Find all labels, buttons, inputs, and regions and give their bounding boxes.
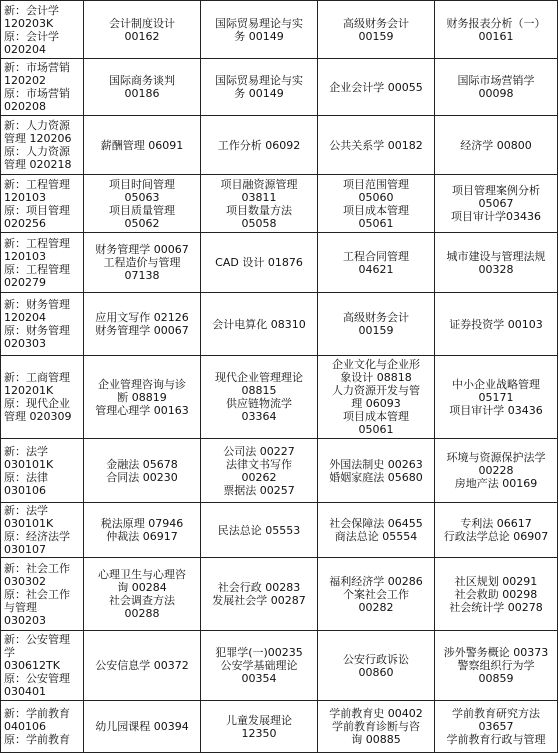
course-line: 学前教育研究方法 (452, 707, 540, 720)
course-line: 企业文化与企业形 (332, 358, 420, 371)
course-line: 05061 (358, 423, 394, 436)
major-line: 原：工程管理 (4, 262, 70, 276)
major-cell (1, 439, 84, 503)
course-cell (84, 439, 201, 503)
course-line: 财务管理学 00067 (95, 243, 189, 256)
course-line: 项目范围管理 (343, 177, 409, 191)
major-line: 120103 (4, 190, 46, 204)
course-cell (435, 558, 558, 631)
course-line: 儿童发展理论 (226, 713, 292, 727)
course-line: 发展社会学 00287 (212, 594, 306, 607)
course-line: 00328 (478, 262, 514, 276)
course-cell (318, 439, 435, 503)
major-line: 原：财务管理 (4, 324, 70, 337)
major-line: 新：会计学 (4, 3, 59, 17)
major-line: 新：工商管理 (4, 371, 70, 384)
course-line: 务 00149 (234, 29, 284, 43)
major-cell (1, 293, 84, 356)
course-line: 商法总论 05554 (334, 530, 418, 543)
course-line: 象设计 08818 (340, 371, 412, 384)
course-line: 行政法学总论 06907 (443, 530, 549, 543)
major-line: 040106 (4, 720, 46, 733)
course-line: 个案社会工作 (343, 587, 409, 601)
course-cell (318, 175, 435, 233)
major-line: 120203K (4, 16, 54, 30)
table-row (1, 116, 558, 175)
course-cell (318, 116, 435, 175)
course-line: 高级财务会计 (343, 311, 409, 324)
course-line: 环境与资源保护法学 (446, 451, 546, 464)
course-cell (435, 701, 558, 753)
course-line: 应用文写作 02126 (95, 311, 189, 324)
major-line: 020256 (4, 216, 46, 230)
course-line: 国际贸易理论与实 (215, 74, 303, 87)
course-cell (84, 293, 201, 356)
course-line: 00262 (241, 470, 277, 484)
course-line: 断 08819 (117, 390, 167, 404)
major-line: 新：社会工作 (4, 561, 70, 575)
course-line: 05067 (478, 197, 514, 210)
course-line: 03364 (241, 410, 277, 423)
course-line: 项目融资源管理 (220, 177, 298, 191)
major-line: 030101K (4, 457, 54, 471)
course-cell (435, 59, 558, 116)
course-cell (435, 116, 558, 175)
major-line: 030106 (4, 483, 46, 497)
table-row (1, 293, 558, 356)
course-line: 00354 (241, 672, 277, 685)
course-line: 房地产法 00169 (454, 477, 538, 490)
course-line: 心理卫生与心理咨 (98, 568, 186, 581)
major-line: 新：工程管理 (4, 177, 70, 191)
course-cell (84, 116, 201, 175)
course-cell (435, 439, 558, 503)
course-line: 务 00149 (234, 87, 284, 100)
course-line: 学前教育诊断与咨 (332, 720, 420, 733)
course-cell (201, 558, 318, 631)
course-line: 工程合同管理 (343, 249, 409, 263)
major-line: 030302 (4, 574, 46, 588)
major-cell (1, 701, 84, 753)
major-cell (1, 1, 84, 59)
course-cell (435, 293, 558, 356)
course-line: 专利法 06617 (460, 517, 532, 530)
major-line: 新：法学 (4, 504, 48, 517)
course-line: 经济学 00800 (460, 138, 532, 152)
major-line: 020208 (4, 100, 46, 113)
course-line: 中小企业战略管理 (452, 377, 540, 391)
course-line: 国际市场营销学 (457, 74, 535, 87)
course-cell (84, 356, 201, 439)
course-cell (318, 701, 435, 753)
major-line: 新：法学 (4, 444, 48, 458)
course-cell (435, 1, 558, 59)
course-line: 00860 (358, 665, 394, 679)
course-line: 00161 (478, 29, 514, 43)
course-cell (318, 356, 435, 439)
course-line: 财务报表分析（一） (446, 16, 546, 30)
course-line: 外国法制史 00263 (329, 457, 423, 471)
major-cell (1, 233, 84, 293)
table-row (1, 701, 558, 753)
course-line: 仲裁法 06917 (106, 530, 178, 543)
course-line: 薪酬管理 06091 (100, 138, 184, 152)
course-line: 05060 (358, 190, 394, 204)
course-line: 会计制度设计 (109, 16, 175, 30)
course-line: 00288 (124, 607, 160, 620)
major-line: 新：学前教育 (4, 707, 70, 720)
major-line: 管理 020309 (4, 410, 72, 423)
major-line: 管理 020218 (4, 158, 72, 171)
course-line: 人力资源开发与管 (332, 384, 420, 397)
course-cell (201, 293, 318, 356)
major-line: 030612TK (4, 659, 60, 672)
course-cell (318, 503, 435, 558)
course-cell (84, 1, 201, 59)
course-line: 03657 (478, 720, 514, 733)
course-cell (201, 59, 318, 116)
course-cell (84, 233, 201, 293)
major-line: 原：现代企业 (4, 397, 70, 410)
course-cell (201, 701, 318, 753)
course-cell (201, 116, 318, 175)
major-line: 原：公安管理 (4, 672, 70, 685)
major-line: 新：财务管理 (4, 298, 70, 311)
major-line: 030203 (4, 613, 46, 627)
course-line: 合同法 00230 (106, 470, 178, 484)
course-line: 询 00885 (351, 733, 401, 746)
course-line: 05061 (358, 216, 394, 230)
course-line: 票据法 00257 (223, 483, 295, 497)
course-line: 00098 (478, 87, 514, 100)
table-row (1, 233, 558, 293)
course-line: 03811 (241, 190, 277, 204)
major-line: 020303 (4, 337, 46, 350)
course-line: 现代企业管理理论 (215, 371, 303, 384)
major-cell (1, 116, 84, 175)
course-line: 财务管理学 00067 (95, 324, 189, 337)
course-cell (201, 175, 318, 233)
course-line: 婚姻家庭法 05680 (329, 470, 423, 484)
major-line: 原：法律 (4, 470, 48, 484)
course-line: CAD 设计 01876 (215, 256, 303, 269)
table-row (1, 59, 558, 116)
course-cell (84, 558, 201, 631)
course-line: 证券投资学 00103 (449, 317, 543, 331)
course-cell (435, 233, 558, 293)
major-line: 与管理 (4, 600, 37, 614)
major-line: 原：会计学 (4, 29, 59, 43)
course-line: 项目成本管理 (343, 410, 409, 423)
table-row (1, 558, 558, 631)
course-line: 社会救助 00298 (454, 587, 538, 601)
course-line: 公安信息学 00372 (95, 659, 189, 672)
course-line: 项目时间管理 (109, 177, 175, 191)
course-line: 犯罪学(一)00235 (215, 646, 303, 659)
course-line: 会计电算化 08310 (212, 317, 306, 331)
course-cell (84, 59, 201, 116)
course-cell (201, 631, 318, 701)
course-line: 法律文书写作 (226, 457, 292, 471)
course-line: 项目数量方法 (226, 203, 292, 217)
course-cell (318, 1, 435, 59)
major-cell (1, 503, 84, 558)
course-cell (84, 503, 201, 558)
major-line: 020204 (4, 42, 46, 56)
major-line: 030101K (4, 517, 54, 530)
course-line: 00159 (358, 324, 394, 337)
major-cell (1, 356, 84, 439)
course-line: 12350 (241, 726, 277, 740)
course-line: 05171 (478, 390, 514, 404)
course-line: 幼儿园课程 00394 (95, 720, 189, 733)
course-line: 社会调查方法 (109, 594, 175, 607)
course-cell (435, 175, 558, 233)
major-cell (1, 175, 84, 233)
major-line: 原：人力资源 (4, 145, 70, 158)
major-line: 120201K (4, 384, 54, 397)
course-line: 理 06093 (351, 397, 401, 410)
table-row (1, 503, 558, 558)
course-cell (318, 293, 435, 356)
course-line: 社会保障法 06455 (329, 517, 423, 530)
course-line: 国际贸易理论与实 (215, 16, 303, 30)
course-line: 项目管理案例分析 (452, 184, 540, 197)
major-line: 020279 (4, 275, 46, 289)
major-line: 原：社会工作 (4, 587, 70, 601)
course-line: 项目审计学 03436 (449, 403, 543, 417)
course-cell (84, 175, 201, 233)
course-line: 税法原理 07946 (100, 517, 184, 530)
course-line: 05058 (241, 216, 277, 230)
course-line: 社会行政 00283 (217, 581, 301, 594)
course-line: 公共关系学 00182 (329, 138, 423, 152)
course-line: 04621 (358, 262, 394, 276)
course-line: 福利经济学 00286 (329, 574, 423, 588)
course-line: 07138 (124, 269, 160, 282)
major-line: 原：市场营销 (4, 87, 70, 100)
course-cell (318, 558, 435, 631)
major-line: 新：公安管理 (4, 633, 70, 646)
course-cell (435, 503, 558, 558)
major-line: 原：学前教育 (4, 733, 70, 746)
course-line: 社会统计学 00278 (449, 600, 543, 614)
major-cell (1, 59, 84, 116)
course-line: 民法总论 05553 (217, 523, 301, 537)
course-cell (201, 439, 318, 503)
course-line: 00282 (358, 600, 394, 614)
course-line: 05063 (124, 190, 160, 204)
table-row (1, 1, 558, 59)
course-cell (435, 356, 558, 439)
course-line: 国际商务谈判 (109, 74, 175, 87)
major-line: 新：市场营销 (4, 61, 70, 74)
course-line: 00859 (478, 672, 514, 685)
course-line: 00186 (124, 87, 160, 100)
course-line: 询 00284 (117, 581, 167, 594)
course-line: 涉外警务概论 00373 (443, 646, 549, 659)
course-cell (201, 356, 318, 439)
course-cell (318, 59, 435, 116)
major-line: 原：经济法学 (4, 530, 70, 543)
course-line: 供应链物流学 (226, 397, 292, 410)
course-line: 学前教育行政与管理 (446, 733, 546, 746)
course-line: 工作分析 06092 (217, 138, 301, 152)
major-cell (1, 558, 84, 631)
table-row (1, 356, 558, 439)
major-line: 原：项目管理 (4, 203, 70, 217)
course-cell (435, 631, 558, 701)
course-line: 城市建设与管理法规 (446, 249, 546, 263)
course-cell (201, 503, 318, 558)
course-line: 项目审计学03436 (451, 210, 541, 223)
course-line: 00228 (478, 464, 514, 477)
major-line: 030107 (4, 543, 46, 556)
course-line: 项目质量管理 (109, 203, 175, 217)
course-line: 08815 (241, 384, 277, 397)
course-cell (318, 631, 435, 701)
course-cell (318, 233, 435, 293)
course-cell (201, 233, 318, 293)
table-row (1, 439, 558, 503)
major-line: 030401 (4, 685, 46, 698)
course-line: 公安行政诉讼 (343, 652, 409, 666)
table-body (1, 1, 558, 753)
course-line: 社区规划 00291 (454, 574, 538, 588)
course-line: 企业会计学 00055 (329, 80, 423, 94)
course-line: 项目成本管理 (343, 203, 409, 217)
major-line: 120204 (4, 311, 46, 324)
major-line: 学 (4, 646, 15, 659)
major-line: 新：工程管理 (4, 236, 70, 250)
table-row (1, 175, 558, 233)
course-line: 金融法 05678 (106, 457, 178, 471)
course-line: 企业管理咨询与诊 (98, 377, 186, 391)
major-line: 120202 (4, 74, 46, 87)
course-line: 00162 (124, 29, 160, 43)
course-line: 警察组织行为学 (457, 659, 535, 672)
major-line: 管理 120206 (4, 132, 72, 145)
course-line: 管理心理学 00163 (95, 403, 189, 417)
major-line: 新：人力资源 (4, 119, 70, 132)
course-cell (84, 631, 201, 701)
course-line: 00159 (358, 29, 394, 43)
course-line: 公司法 00227 (223, 444, 295, 458)
major-line: 120103 (4, 249, 46, 263)
course-cell (201, 1, 318, 59)
course-line: 工程造价与管理 (103, 256, 181, 269)
course-cell (84, 701, 201, 753)
course-line: 高级财务会计 (343, 16, 409, 30)
course-line: 学前教育史 00402 (329, 707, 423, 720)
course-line: 05062 (124, 216, 160, 230)
course-line: 公安学基础理论 (220, 659, 298, 672)
major-cell (1, 631, 84, 701)
table-row (1, 631, 558, 701)
